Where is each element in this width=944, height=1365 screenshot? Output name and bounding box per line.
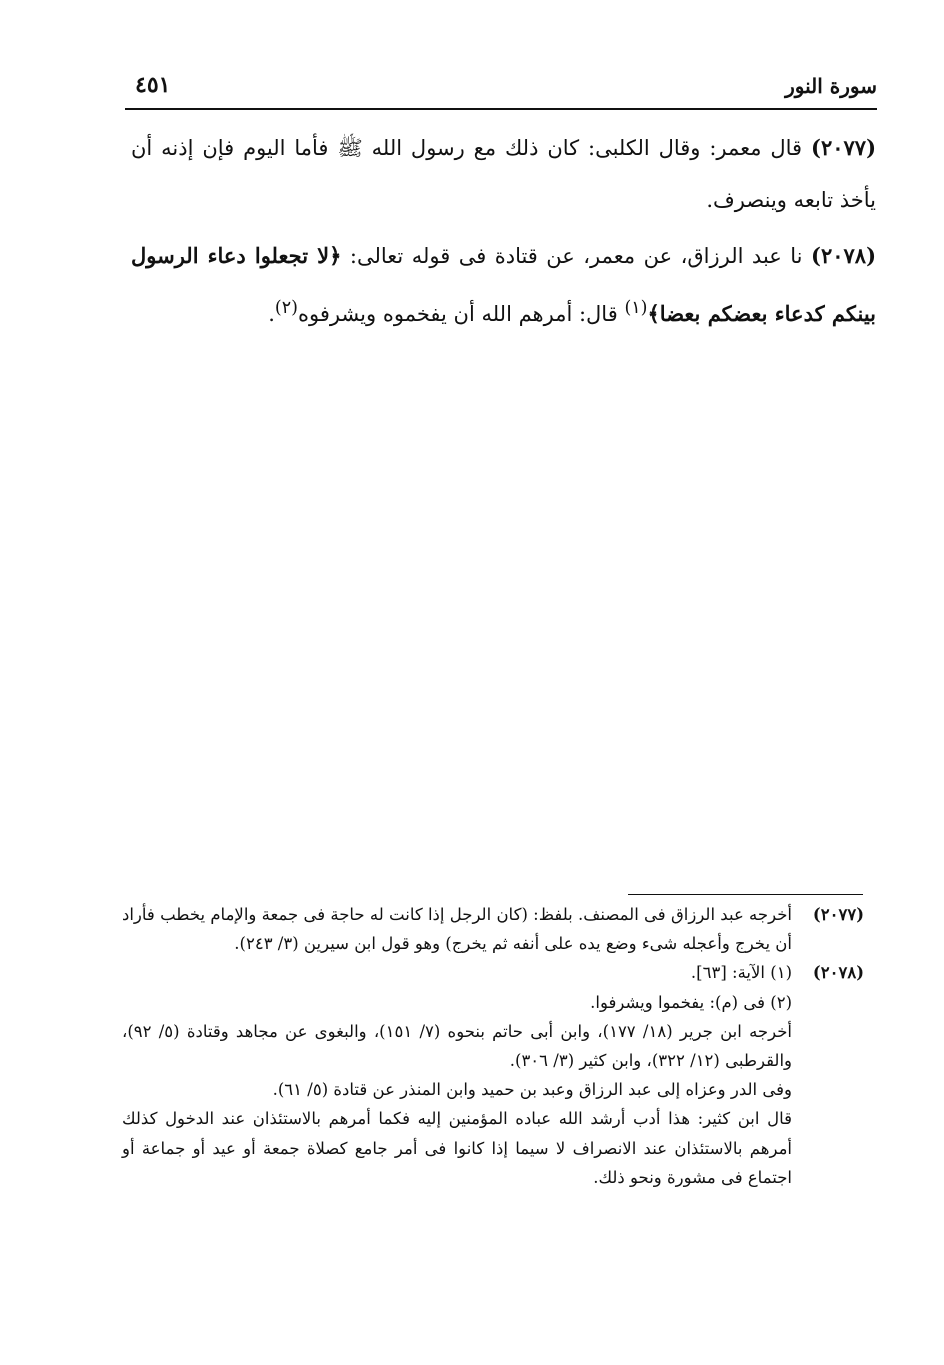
hadith-text: قال معمر: وقال الكلبى: كان ذلك مع رسول الله ﷺ فأما اليوم فإن إذنه أن يأخذ تابعه وينصرف. [131,136,876,212]
footnote-ref: (١) [624,298,648,318]
quran-verse: ﴿لا تجعلوا دعاء الرسول بينكم كدعاء بعضكم بعضا﴾ [131,243,876,326]
footnote-divider [628,894,863,895]
hadith-intro: نا عبد الرزاق، عن معمر، عن قتادة فى قوله تعالى: [349,244,803,268]
page-header [125,70,877,110]
page-number: ٤٥١ [135,72,171,98]
hadith-number: (٢٠٧٨) [811,243,876,268]
footnote-2077 [122,900,864,958]
hadith-2078 [131,230,876,340]
running-title: سورة النور [785,74,877,98]
footnote-2078 [122,958,864,987]
footnote-text: أخرجه عبد الرزاق فى المصنف. بلفظ: (كان الرجل إذا كانت له حاجة فى جمعة والإمام يخطب فأراد أن يخرج وأعجله شىء وضع يده على أنفه ثم يخرج) وهو قول ابن سيرين (٣/ ٢٤٣). [122,905,792,954]
footnote-text: قال ابن كثير: هذا أدب أرشد الله عباده المؤمنين إليه فكما أمرهم بالاستئذان عند الدخول كذلك أمرهم بالاستئذان عند الانصراف لا سيما إذا كانوا فى أمر جامع كصلاة جمعة أو عيد أو جماعة أو اجتماع فى مشورة ونحو ذلك. [122,1109,792,1187]
footnote-number: (٢٠٧٧) [812,905,864,924]
hadith-number: (٢٠٧٧) [811,135,876,160]
footnote-ref: (٢) [274,298,298,318]
footnote-text: وفى الدر وعزاه إلى عبد الرزاق وعبد بن حميد وابن المنذر عن قتادة (٥/ ٦١). [272,1080,792,1100]
hadith-text: قال: أمرهم الله أن يفخموه ويشرفوه [297,302,618,326]
footnotes [122,900,864,1192]
sentence-end: . [268,302,275,326]
hadith-2077 [131,122,876,226]
main-text [131,122,876,344]
footnote-text: أخرجه ابن جرير (١٨/ ١٧٧)، وابن أبى حاتم بنحوه (٧/ ١٥١)، والبغوى عن مجاهد وقتادة (٥/ ٩٢)، والقرطبى (١٢/ ٣٢٢)، وابن كثير (٣/ ٣٠٦). [122,1021,793,1071]
footnote-number: (٢٠٧٨) [812,963,864,983]
footnote-note: (١) الآية: [٦٣]. [690,963,792,983]
footnote-note: (٢) فى (م): يفخموا ويشرفوا. [590,992,792,1012]
